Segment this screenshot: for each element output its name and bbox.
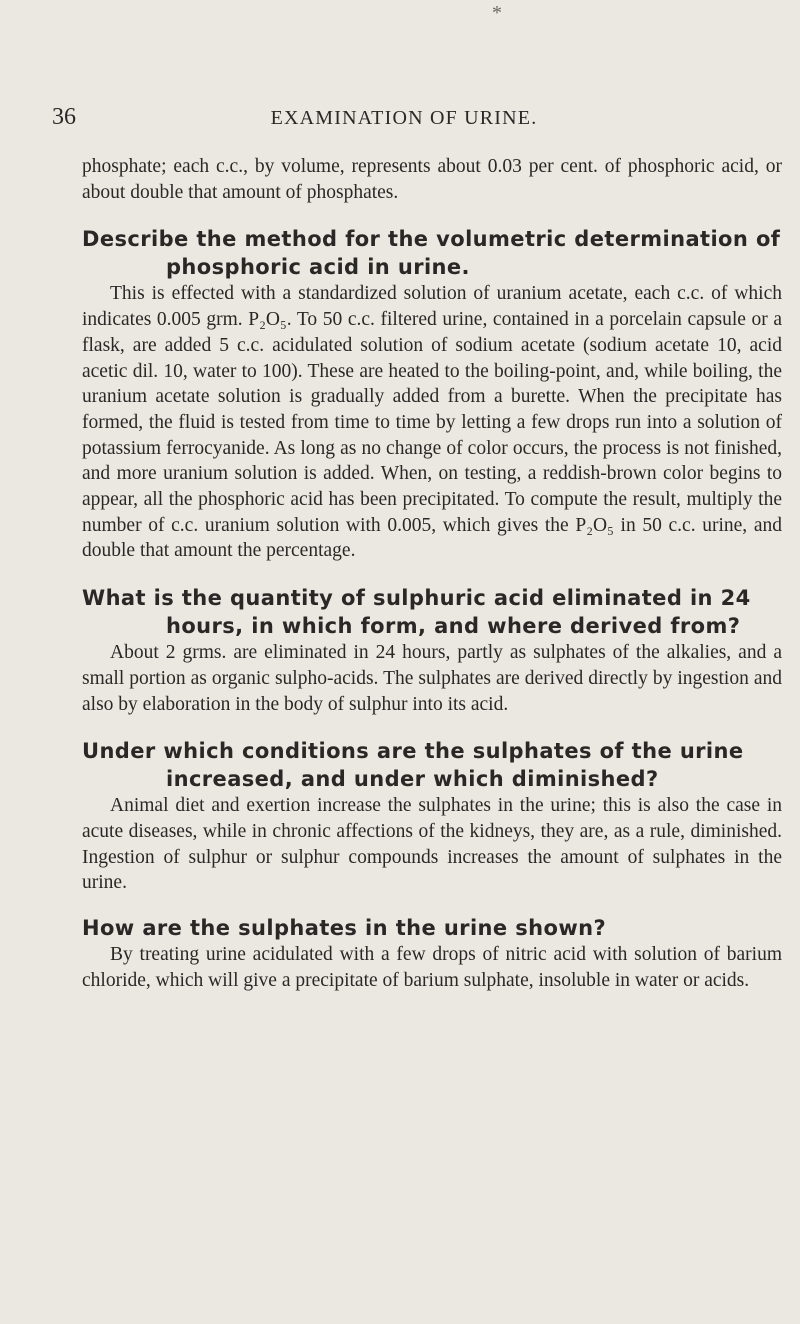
page-number: 36 [52,104,76,130]
question-heading: What is the quantity of sulphuric acid eliminated in 24 hours, in which form, and where derived from? [82,586,751,639]
answer-paragraph: Animal diet and exertion increase the sulphates in the urine; this is also the case in acute diseases, while in chronic affections of the kidneys, they are, as a rule, diminished. Ingestion of sulphur or sulphur compounds increases the amount of sulphates in the urine. [82,795,782,894]
question-heading: Under which conditions are the sulphates of the urine increased, and under which diminished? [82,739,744,792]
answer-paragraph: About 2 grms. are eliminated in 24 hours, partly as sulphates of the alkalies, and a small portion as organic sulpho-acids. The sulphates are derived directly by ingestion and also by elaboration in the body of sulphur into its acid. [82,642,782,715]
answer-paragraph: By treating urine acidulated with a few drops of nitric acid with solution of barium chloride, which will give a precipitate of barium sulphate, insoluble in water or acids. [82,944,782,991]
page-header [52,104,756,134]
running-head: EXAMINATION OF URINE. [270,107,538,129]
question-heading: How are the sulphates in the urine shown? [82,916,607,941]
question-heading: Describe the method for the volumetric determination of phosphoric acid in urine. [82,227,781,280]
page-body [82,154,782,993]
intro-paragraph: phosphate; each c.c., by volume, represents about 0.03 per cent. of phosphoric acid, or about double that amount of phosphates. [82,156,782,203]
margin-mark: * [491,2,501,24]
answer-paragraph: This is effected with a standardized solution of uranium acetate, each c.c. of which indicates 0.005 grm. P₂O₅. To 50 c.c. filtered urine, contained in a porcelain capsule or a flask, are added 5 c.c. acidulated solution of sodium acetate (sodium acetate 10, acid acetic dil. 10, water to 100). These are heated to the boiling-point, and, while boiling, the uranium acetate solution is gradually added from a burette. When the precipitate has formed, the fluid is tested from time to time by letting a few drops run into a solution of potassium ferrocyanide. As long as no change of color occurs, the process is not finished, and more uranium solution is added. When, on testing, a reddish-brown color begins to appear, all the phosphoric acid has been precipitated. To compute the result, multiply the number of c.c. uranium solution with 0.005, which gives the P₂O₅ in 50 c.c. urine, and double that amount the percentage. [82,283,782,562]
